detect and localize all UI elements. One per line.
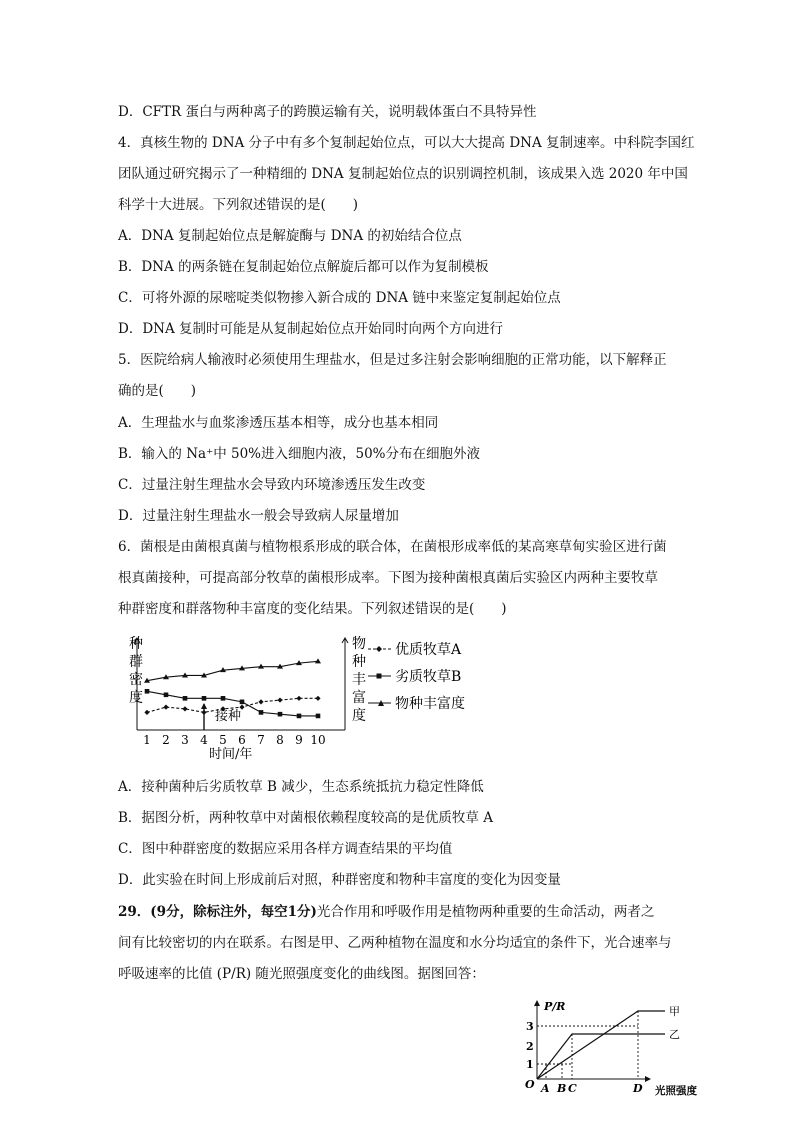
c1-ylabel-right-char-3: 丰 bbox=[352, 672, 366, 688]
q29-stem-line-3: 呼吸速率的比值 (P/R) 随光照强度变化的曲线图。据图回答： bbox=[118, 966, 485, 982]
c1-series-1-point bbox=[296, 696, 301, 701]
q6-stem-line-3: 种群密度和群落物种丰富度的变化结果。下列叙述错误的是( ) bbox=[118, 601, 507, 617]
c1-series-1-point bbox=[258, 699, 263, 704]
c1-legend-label-2: 劣质牧草B bbox=[395, 669, 462, 685]
c1-series-line-3 bbox=[147, 661, 318, 680]
c1-series-1-point bbox=[163, 705, 168, 710]
c2-label-yi: 乙 bbox=[669, 1028, 680, 1041]
c1-series-1-point bbox=[277, 697, 282, 702]
q5-stem-line-1: 5．医院给病人输液时必须使用生理盐水，但是过多注射会影响细胞的正常功能，以下解释正 bbox=[118, 352, 667, 368]
c2-point-c: C bbox=[568, 1082, 577, 1095]
c1-series-3-point bbox=[315, 658, 321, 663]
q4-stem-line-3: 科学十大进展。下列叙述错误的是( ) bbox=[118, 197, 359, 213]
c1-xlabel: 时间/年 bbox=[209, 747, 253, 762]
q5-option-c: C．过量注射生理盐水会导致内环境渗透压发生改变 bbox=[118, 477, 426, 493]
q4-option-b: B．DNA 的两条链在复制起始位点解旋后都可以作为复制模板 bbox=[118, 259, 489, 275]
q29-stem-first: 光合作用和呼吸作用是植物两种重要的生命活动，两者之 bbox=[316, 904, 655, 920]
c2-point-d: D bbox=[633, 1082, 643, 1095]
c2-point-a: A bbox=[541, 1082, 550, 1095]
c1-ylabel-char-3: 密 bbox=[129, 672, 143, 688]
q4-stem-line-1: 4．真核生物的 DNA 分子中有多个复制起始位点，可以大大提高 DNA 复制速率。中科院李国红 bbox=[118, 135, 695, 151]
c1-xtick-label: 2 bbox=[162, 733, 170, 747]
c1-series-2-point bbox=[316, 714, 321, 719]
q29-label: 29．(9分，除标注外，每空1分) bbox=[118, 904, 317, 920]
q6-population-chart bbox=[113, 632, 513, 767]
c2-point-b: B bbox=[557, 1082, 567, 1095]
q6-stem-line-2: 根真菌接种，可提高部分牧草的菌根形成率。下图为接种菌根真菌后实验区内两种主要牧草 bbox=[118, 570, 658, 586]
c1-legend-label-1: 优质牧草A bbox=[395, 642, 462, 658]
c1-ylabel-right-char-4: 富 bbox=[352, 690, 366, 706]
c1-legend-marker-1 bbox=[376, 646, 382, 652]
c1-ylabel-right-char-1: 物 bbox=[352, 636, 366, 652]
q4-option-a: A．DNA 复制起始位点是解旋酶与 DNA 的初始结合位点 bbox=[118, 228, 462, 244]
q6-option-b: B．据图分析，两种牧草中对菌根依赖程度较高的是优质牧草 A bbox=[118, 810, 493, 826]
q5-stem-line-2: 确的是( ) bbox=[118, 383, 197, 399]
q29-stem-line-1 bbox=[118, 902, 654, 922]
c1-ylabel-right-char-5: 度 bbox=[352, 708, 366, 724]
q6-stem-line-1: 6．菌根是由菌根真菌与植物根系形成的联合体，在菌根形成率低的某高寒草甸实验区进行菌 bbox=[118, 539, 667, 555]
q6-option-d: D．此实验在时间上形成前后对照，种群密度和物种丰富度的变化为因变量 bbox=[118, 872, 561, 888]
c1-annotation-arrowhead bbox=[201, 703, 207, 709]
c1-series-2-point bbox=[240, 700, 245, 705]
c2-curve-yi bbox=[537, 1034, 665, 1079]
q6-option-a: A．接种菌种后劣质牧草 B 减少，生态系统抵抗力稳定性降低 bbox=[118, 779, 484, 795]
q29-stem-line-2: 间有比较密切的内在联系。右图是甲、乙两种植物在温度和水分均适宜的条件下，光合速率与 bbox=[118, 935, 672, 951]
c2-origin: O bbox=[525, 1078, 535, 1091]
c2-label-jia: 甲 bbox=[669, 1005, 680, 1018]
c1-xtick-label: 5 bbox=[219, 733, 227, 747]
c1-series-2-point bbox=[297, 714, 302, 719]
c2-xlabel: 光照强度 bbox=[655, 1085, 697, 1097]
c1-xtick-label: 4 bbox=[200, 733, 208, 747]
c2-ytick-1: 1 bbox=[526, 1058, 534, 1071]
c1-series-1-point bbox=[182, 706, 187, 711]
c2-ytick-2: 2 bbox=[526, 1040, 534, 1053]
c1-legend-marker-2 bbox=[377, 674, 382, 679]
c1-annotation: 接种 bbox=[215, 709, 242, 724]
q29-pr-chart bbox=[520, 996, 720, 1106]
c1-xtick-label: 9 bbox=[295, 733, 303, 747]
c1-series-2-point bbox=[202, 696, 207, 701]
c1-xtick-label: 1 bbox=[143, 733, 151, 747]
c1-series-2-point bbox=[145, 689, 150, 694]
c1-series-1-point bbox=[315, 696, 320, 701]
c1-ylabel-char-1: 种 bbox=[129, 636, 143, 652]
q4-stem-line-2: 团队通过研究揭示了一种精细的 DNA 复制起始位点的识别调控机制，该成果入选 2020 年中国 bbox=[118, 166, 688, 182]
c2-ytick-3: 3 bbox=[526, 1020, 534, 1033]
c1-ylabel-char-2: 群 bbox=[129, 654, 143, 670]
c1-series-1-point bbox=[201, 710, 206, 715]
c1-series-2-point bbox=[278, 712, 283, 717]
c1-xtick-label: 10 bbox=[310, 733, 326, 747]
c1-series-2-point bbox=[183, 696, 188, 701]
c1-ylabel-char-4: 度 bbox=[129, 690, 143, 706]
c1-ylabel-right-char-2: 种 bbox=[352, 654, 366, 670]
q5-option-d: D．过量注射生理盐水一般会导致病人尿量增加 bbox=[118, 508, 399, 524]
c1-xtick-label: 3 bbox=[181, 733, 189, 747]
c1-series-2-point bbox=[164, 693, 169, 698]
c1-series-1-point bbox=[144, 710, 149, 715]
q3-option-d: D．CFTR 蛋白与两种离子的跨膜运输有关，说明载体蛋白不具特异性 bbox=[118, 104, 537, 120]
q4-option-c: C．可将外源的尿嘧啶类似物掺入新合成的 DNA 链中来鉴定复制起始位点 bbox=[118, 290, 561, 306]
q6-option-c: C．图中种群密度的数据应采用各样方调查结果的平均值 bbox=[118, 841, 453, 857]
c2-ylabel: P/R bbox=[544, 1000, 566, 1013]
c1-xtick-label: 7 bbox=[257, 733, 265, 747]
q5-option-b: B．输入的 Na⁺中 50%进入细胞内液，50%分布在细胞外液 bbox=[118, 446, 481, 462]
q5-option-a: A．生理盐水与血浆渗透压基本相等，成分也基本相同 bbox=[118, 415, 439, 431]
c1-series-2-point bbox=[221, 696, 226, 701]
c1-series-2-point bbox=[259, 710, 264, 715]
c1-xtick-label: 8 bbox=[276, 733, 284, 747]
c2-curve-jia bbox=[537, 1011, 665, 1079]
q4-option-d: D．DNA 复制时可能是从复制起始位点开始同时向两个方向进行 bbox=[118, 321, 503, 337]
c1-xtick-label: 6 bbox=[238, 733, 246, 747]
c1-legend-label-3: 物种丰富度 bbox=[395, 696, 465, 712]
